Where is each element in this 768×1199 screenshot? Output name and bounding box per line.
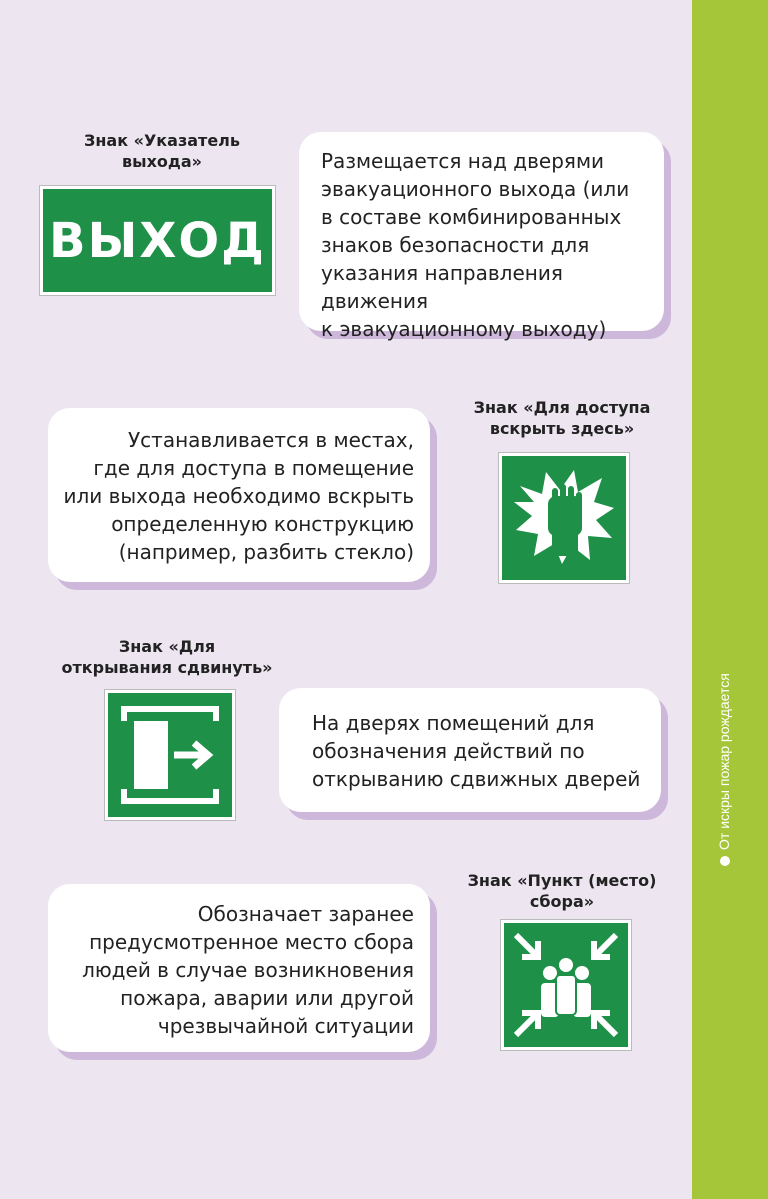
assembly-point-sign xyxy=(501,920,631,1050)
exit-sign-description: Размещается над дверями эвакуационного выхода (или в составе комбинированных знаков безопасности для указания направления движения к эвакуационному выходу) xyxy=(321,149,630,341)
break-access-caption: Знак «Для доступа вскрыть здесь» xyxy=(473,398,651,438)
exit-sign-caption: Знак «Указатель выхода» xyxy=(83,131,241,171)
bullet-dot-icon xyxy=(720,856,730,866)
break-access-description: Устанавливается в местах, где для доступа в помещение или выхода необходимо вскрыть определенную конструкцию (например, разбить стекло) xyxy=(63,428,414,564)
exit-sign xyxy=(40,186,275,295)
break-glass-icon xyxy=(502,456,626,580)
sliding-door-icon xyxy=(108,693,232,817)
sidebar-strip xyxy=(692,0,768,1199)
exit-sign-text: ВЫХОД xyxy=(49,212,266,269)
sliding-door-caption: Знак «Для открывания сдвинуть» xyxy=(61,637,273,677)
assembly-point-caption: Знак «Пункт (место) сбора» xyxy=(467,871,657,911)
sidebar-caption-text: От искры пожар рождается xyxy=(716,673,732,850)
break-access-description-card xyxy=(48,408,430,582)
assembly-point-description-card xyxy=(48,884,430,1052)
assembly-point-description: Обозначает заранее предусмотренное место сбора людей в случае возникновения пожара, аварии или другой чрезвычайной ситуации xyxy=(82,902,414,1038)
sliding-door-description-card xyxy=(279,688,661,812)
sliding-door-description: На дверях помещений для обозначения действий по открыванию сдвижных дверей xyxy=(312,711,641,791)
break-glass-sign xyxy=(499,453,629,583)
assembly-point-icon xyxy=(504,923,628,1047)
exit-sign-description-card xyxy=(299,132,664,341)
sidebar-caption xyxy=(716,673,732,866)
sliding-door-sign xyxy=(105,690,235,820)
